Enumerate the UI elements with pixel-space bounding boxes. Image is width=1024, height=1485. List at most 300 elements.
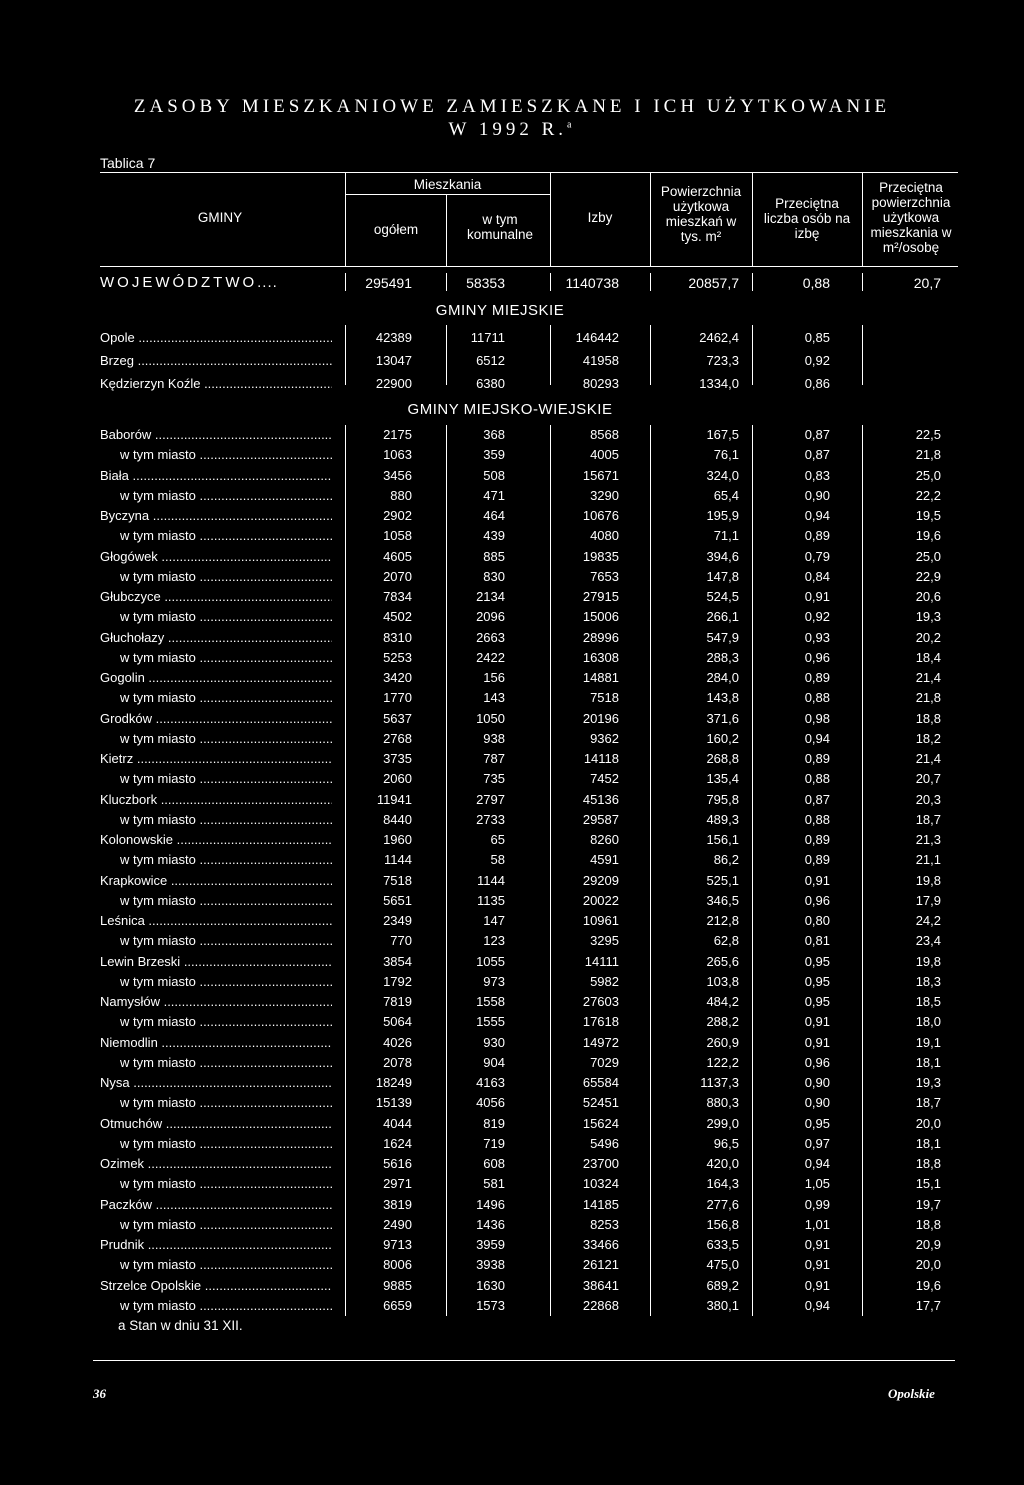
- row-name: Prudnik .....: [100, 1235, 332, 1255]
- cell-komunalne: 2797: [476, 792, 505, 807]
- cell-izby: 15671: [582, 468, 619, 483]
- row-name: Biała .....: [100, 466, 332, 486]
- cell-komunalne: 1144: [477, 873, 505, 888]
- cell-pow-na-osobe: 20,0: [915, 1257, 941, 1272]
- cell-ogolem: 2175: [383, 427, 412, 442]
- cell-izby: 23700: [582, 1156, 619, 1171]
- table-row: [0, 1296, 1024, 1316]
- row-name: w tym miasto .....: [120, 972, 332, 992]
- cell-pow-na-osobe: 21,8: [915, 690, 941, 705]
- cell-izby: 27603: [582, 994, 619, 1009]
- cell-osob-na-izbe: 0,94: [804, 508, 830, 523]
- table-title-line1: ZASOBY MIESZKANIOWE ZAMIESZKANE I ICH UŻYTKOWANIE: [133, 96, 891, 117]
- cell-izby: 14111: [584, 954, 619, 969]
- row-name: w tym miasto .....: [120, 445, 332, 465]
- row-name: Głogówek .....: [100, 547, 332, 567]
- cell-osob-na-izbe: 0,90: [804, 488, 830, 503]
- cell-ogolem: 8006: [383, 1257, 412, 1272]
- cell-komunalne: 1573: [476, 1298, 505, 1313]
- cell-osob-na-izbe: 0,94: [804, 731, 830, 746]
- cell-powierzchnia: 266,1: [706, 609, 739, 624]
- cell-osob-na-izbe: 0,89: [804, 670, 830, 685]
- header-pow-na-osobe: Przeciętna powierzchnia użytkowa mieszkania w m²/osobę: [870, 180, 952, 255]
- cell-osob-na-izbe: 0,87: [804, 792, 830, 807]
- cell-komunalne: 3938: [476, 1257, 505, 1272]
- cell-pow-na-osobe: 18,7: [915, 1095, 941, 1110]
- column-divider: [862, 273, 863, 291]
- cell-powierzchnia: 167,5: [706, 427, 739, 442]
- column-divider: [862, 425, 863, 1316]
- row-name: Głubczyce .....: [100, 587, 332, 607]
- cell-powierzchnia: 420,0: [706, 1156, 739, 1171]
- cell-pow-na-osobe: 20,3: [915, 792, 941, 807]
- table-row: [0, 891, 1024, 911]
- cell-pow-na-osobe: 20,6: [915, 589, 941, 604]
- row-name: Opole .....: [100, 328, 332, 348]
- cell-izby: 9362: [590, 731, 619, 746]
- cell-pow-na-osobe: 19,3: [915, 1075, 941, 1090]
- cell-powierzchnia: 135,4: [706, 771, 739, 786]
- cell-powierzchnia: 260,9: [706, 1035, 739, 1050]
- cell-komunalne: 123: [483, 933, 505, 948]
- cell-ogolem: 5651: [383, 893, 412, 908]
- row-name: Paczków .....: [100, 1195, 332, 1215]
- table-row: [0, 931, 1024, 951]
- column-divider: [752, 273, 753, 291]
- column-divider: [550, 425, 551, 1316]
- row-name: w tym miasto .....: [120, 891, 332, 911]
- cell-izby: 10676: [582, 508, 619, 523]
- cell-powierzchnia: 489,3: [706, 812, 739, 827]
- column-divider: [345, 325, 346, 385]
- cell-izby: 33466: [582, 1237, 619, 1252]
- column-divider: [752, 325, 753, 385]
- cell-izby: 29587: [582, 812, 619, 827]
- table-row: [0, 709, 1024, 729]
- cell-ogolem: 1058: [383, 528, 412, 543]
- cell-komunalne: 147: [483, 913, 505, 928]
- cell-izby: 14118: [583, 751, 619, 766]
- cell-pow-na-osobe: 22,5: [915, 427, 941, 442]
- cell-pow-na-osobe: 20,7: [915, 771, 941, 786]
- cell-ogolem: 4044: [383, 1116, 412, 1131]
- table-row: [0, 425, 1024, 445]
- cell-osob-na-izbe: 0,80: [804, 913, 830, 928]
- row-name: Leśnica .....: [100, 911, 332, 931]
- cell-izby: 17618: [582, 1014, 619, 1029]
- cell-ogolem: 3420: [383, 670, 412, 685]
- cell-ogolem: 15139: [375, 1095, 412, 1110]
- cell-komunalne: 439: [483, 528, 505, 543]
- cell-ogolem: 4605: [383, 549, 412, 564]
- cell-powierzchnia: 288,2: [706, 1014, 739, 1029]
- cell-osob-na-izbe: 0,91: [804, 589, 830, 604]
- cell-osob-na-izbe: 0,89: [804, 852, 830, 867]
- cell-ogolem: 4026: [383, 1035, 412, 1050]
- footnote: a Stan w dniu 31 XII.: [118, 1318, 243, 1333]
- cell-osob-na-izbe: 0,88: [804, 690, 830, 705]
- table-row: [0, 486, 1024, 506]
- cell-powierzchnia: 71,1: [713, 528, 739, 543]
- cell-izby: 4080: [590, 528, 619, 543]
- cell-ogolem: 8310: [383, 630, 412, 645]
- row-name: w tym miasto .....: [120, 648, 332, 668]
- cell-ogolem: 1144: [384, 852, 412, 867]
- row-name: Grodków .....: [100, 709, 332, 729]
- row-name: Otmuchów .....: [100, 1114, 332, 1134]
- cell-komunalne: 973: [483, 974, 505, 989]
- cell-komunalne: 65: [490, 832, 505, 847]
- cell-osob-na-izbe: 0,88: [804, 812, 830, 827]
- column-divider: [650, 273, 651, 291]
- cell-izby: 10324: [582, 1176, 619, 1191]
- row-name: Namysłów .....: [100, 992, 332, 1012]
- cell-osob-na-izbe: 0,91: [804, 873, 830, 888]
- column-divider: [650, 325, 651, 385]
- cell-ogolem: 3854: [383, 954, 412, 969]
- row-name: Głuchołazy .....: [100, 628, 332, 648]
- table-row: [0, 1033, 1024, 1053]
- cell-powierzchnia: 689,2: [706, 1278, 739, 1293]
- header-izby: Izby: [587, 210, 613, 225]
- cell-pow-na-osobe: 19,8: [915, 954, 941, 969]
- table-row: [0, 648, 1024, 668]
- cell-komunalne: 6512: [476, 353, 505, 368]
- row-name: Brzeg .....: [100, 351, 332, 371]
- cell-pow-na-osobe: 18,3: [915, 974, 941, 989]
- cell-osob-na-izbe: 1,01: [804, 1217, 830, 1232]
- cell-komunalne: 2733: [476, 812, 505, 827]
- cell-izby: 1140738: [565, 275, 619, 291]
- cell-osob-na-izbe: 0,84: [804, 569, 830, 584]
- cell-pow-na-osobe: 25,0: [915, 468, 941, 483]
- cell-ogolem: 3819: [383, 1197, 412, 1212]
- cell-pow-na-osobe: 18,2: [915, 731, 941, 746]
- row-name: w tym miasto .....: [120, 769, 332, 789]
- table-row: [0, 1053, 1024, 1073]
- row-name: Niemodlin .....: [100, 1033, 332, 1053]
- header-ogolem: ogółem: [373, 222, 419, 237]
- cell-pow-na-osobe: 21,1: [915, 852, 941, 867]
- cell-pow-na-osobe: 19,7: [915, 1197, 941, 1212]
- row-name: w tym miasto .....: [120, 1215, 332, 1235]
- cell-ogolem: 9713: [383, 1237, 412, 1252]
- table-row: [0, 374, 1024, 394]
- cell-izby: 5496: [590, 1136, 619, 1151]
- cell-komunalne: 719: [483, 1136, 505, 1151]
- cell-ogolem: 2902: [383, 508, 412, 523]
- cell-osob-na-izbe: 0,94: [804, 1156, 830, 1171]
- cell-pow-na-osobe: 18,1: [915, 1136, 941, 1151]
- cell-powierzchnia: 284,0: [706, 670, 739, 685]
- table-row: [0, 1012, 1024, 1032]
- cell-izby: 8260: [590, 832, 619, 847]
- cell-osob-na-izbe: 0,90: [804, 1075, 830, 1090]
- cell-powierzchnia: 524,5: [706, 589, 739, 604]
- cell-pow-na-osobe: 18,8: [915, 711, 941, 726]
- table-row: [0, 688, 1024, 708]
- cell-komunalne: 1558: [476, 994, 505, 1009]
- cell-osob-na-izbe: 0,88: [802, 275, 830, 291]
- cell-ogolem: 5064: [383, 1014, 412, 1029]
- cell-komunalne: 2134: [476, 589, 505, 604]
- header-gminy: GMINY: [197, 210, 243, 225]
- cell-pow-na-osobe: 23,4: [915, 933, 941, 948]
- page-number: 36: [93, 1386, 106, 1401]
- cell-powierzchnia: 156,1: [706, 832, 739, 847]
- column-divider: [345, 425, 346, 1316]
- cell-osob-na-izbe: 0,96: [804, 893, 830, 908]
- cell-powierzchnia: 195,9: [706, 508, 739, 523]
- cell-pow-na-osobe: 19,5: [915, 508, 941, 523]
- cell-powierzchnia: 633,5: [706, 1237, 739, 1252]
- row-name: w tym miasto .....: [120, 1174, 332, 1194]
- cell-komunalne: 508: [483, 468, 505, 483]
- cell-powierzchnia: 277,6: [706, 1197, 739, 1212]
- table-row: [0, 769, 1024, 789]
- cell-powierzchnia: 103,8: [706, 974, 739, 989]
- table-row: [0, 830, 1024, 850]
- cell-powierzchnia: 86,2: [713, 852, 739, 867]
- column-divider: [650, 425, 651, 1316]
- cell-pow-na-osobe: 19,6: [915, 1278, 941, 1293]
- cell-pow-na-osobe: 19,8: [915, 873, 941, 888]
- cell-komunalne: 4056: [476, 1095, 505, 1110]
- cell-osob-na-izbe: 0,92: [804, 609, 830, 624]
- cell-osob-na-izbe: 0,95: [804, 954, 830, 969]
- cell-komunalne: 156: [483, 670, 505, 685]
- cell-izby: 14972: [582, 1035, 619, 1050]
- table-row: [0, 328, 1024, 348]
- cell-ogolem: 2070: [383, 569, 412, 584]
- row-name: Lewin Brzeski .....: [100, 952, 332, 972]
- cell-osob-na-izbe: 0,95: [804, 994, 830, 1009]
- table-row: [0, 1255, 1024, 1275]
- cell-pow-na-osobe: 20,7: [913, 275, 941, 291]
- row-name: Ozimek .....: [100, 1154, 332, 1174]
- cell-ogolem: 7819: [383, 994, 412, 1009]
- cell-izby: 26121: [582, 1257, 619, 1272]
- cell-osob-na-izbe: 0,91: [804, 1257, 830, 1272]
- cell-powierzchnia: 143,8: [706, 690, 739, 705]
- column-divider: [752, 425, 753, 1316]
- cell-komunalne: 359: [483, 447, 505, 462]
- cell-powierzchnia: 288,3: [706, 650, 739, 665]
- cell-komunalne: 471: [483, 488, 505, 503]
- table-title-line2: W 1992 R.$^a$: [448, 119, 576, 140]
- cell-powierzchnia: 76,1: [713, 447, 739, 462]
- cell-powierzchnia: 160,2: [706, 731, 739, 746]
- table-row: [0, 850, 1024, 870]
- table-row: [0, 871, 1024, 891]
- table-row: [0, 790, 1024, 810]
- cell-osob-na-izbe: 0,86: [804, 376, 830, 391]
- cell-komunalne: 3959: [476, 1237, 505, 1252]
- cell-osob-na-izbe: 0,89: [804, 751, 830, 766]
- table-row: [0, 810, 1024, 830]
- cell-izby: 3290: [590, 488, 619, 503]
- cell-ogolem: 3456: [383, 468, 412, 483]
- row-name: Nysa .....: [100, 1073, 332, 1093]
- table-row: [0, 1114, 1024, 1134]
- cell-izby: 45136: [582, 792, 619, 807]
- cell-ogolem: 5637: [383, 711, 412, 726]
- cell-ogolem: 7834: [383, 589, 412, 604]
- cell-izby: 4005: [590, 447, 619, 462]
- cell-izby: 15006: [582, 609, 619, 624]
- cell-osob-na-izbe: 0,91: [804, 1278, 830, 1293]
- cell-osob-na-izbe: 0,95: [804, 1116, 830, 1131]
- cell-izby: 22868: [582, 1298, 619, 1313]
- table-row: [0, 1134, 1024, 1154]
- cell-ogolem: 13047: [375, 353, 412, 368]
- table-row: [0, 749, 1024, 769]
- cell-komunalne: 819: [483, 1116, 505, 1131]
- cell-komunalne: 4163: [476, 1075, 505, 1090]
- cell-powierzchnia: 346,5: [706, 893, 739, 908]
- header-w-tym-komunalne: w tym komunalne: [466, 212, 534, 242]
- row-name: WOJEWÓDZTWO ....: [100, 273, 278, 293]
- cell-pow-na-osobe: 17,7: [915, 1298, 941, 1313]
- table-row: [0, 567, 1024, 587]
- cell-izby: 7653: [590, 569, 619, 584]
- cell-komunalne: 143: [483, 690, 505, 705]
- cell-osob-na-izbe: 0,99: [804, 1197, 830, 1212]
- cell-izby: 29209: [582, 873, 619, 888]
- cell-ogolem: 1960: [383, 832, 412, 847]
- cell-izby: 15624: [582, 1116, 619, 1131]
- cell-komunalne: 2422: [476, 650, 505, 665]
- cell-osob-na-izbe: 0,91: [804, 1035, 830, 1050]
- table-row: [0, 992, 1024, 1012]
- cell-ogolem: 1063: [383, 447, 412, 462]
- cell-komunalne: 1050: [476, 711, 505, 726]
- cell-izby: 4591: [590, 852, 619, 867]
- cell-powierzchnia: 525,1: [706, 873, 739, 888]
- cell-izby: 7518: [590, 690, 619, 705]
- cell-ogolem: 2060: [383, 771, 412, 786]
- cell-izby: 28996: [582, 630, 619, 645]
- row-name: w tym miasto .....: [120, 688, 332, 708]
- region-name: Opolskie: [888, 1386, 935, 1401]
- row-name: Baborów .....: [100, 425, 332, 445]
- cell-pow-na-osobe: 17,9: [915, 893, 941, 908]
- cell-osob-na-izbe: 0,87: [804, 427, 830, 442]
- cell-ogolem: 770: [390, 933, 412, 948]
- cell-izby: 20196: [582, 711, 619, 726]
- row-name: w tym miasto .....: [120, 607, 332, 627]
- cell-komunalne: 6380: [476, 376, 505, 391]
- cell-powierzchnia: 484,2: [706, 994, 739, 1009]
- cell-izby: 10961: [582, 913, 619, 928]
- column-divider: [446, 325, 447, 385]
- cell-pow-na-osobe: 22,9: [915, 569, 941, 584]
- cell-powierzchnia: 547,9: [706, 630, 739, 645]
- row-name: Kędzierzyn Koźle .....: [100, 374, 332, 394]
- cell-izby: 146442: [575, 330, 619, 345]
- cell-izby: 16308: [582, 650, 619, 665]
- cell-komunalne: 11711: [470, 330, 505, 345]
- cell-izby: 7029: [590, 1055, 619, 1070]
- cell-pow-na-osobe: 21,4: [915, 670, 941, 685]
- cell-pow-na-osobe: 18,5: [915, 994, 941, 1009]
- table-row: [0, 1195, 1024, 1215]
- row-name: Kietrz .....: [100, 749, 332, 769]
- cell-powierzchnia: 1137,3: [700, 1075, 739, 1090]
- cell-osob-na-izbe: 0,85: [804, 330, 830, 345]
- cell-ogolem: 2490: [383, 1217, 412, 1232]
- row-name: Byczyna .....: [100, 506, 332, 526]
- header-osob-na-izbe: Przeciętna liczba osób na izbę: [763, 196, 851, 241]
- column-divider: [446, 425, 447, 1316]
- row-name: w tym miasto .....: [120, 486, 332, 506]
- cell-ogolem: 1792: [383, 974, 412, 989]
- cell-powierzchnia: 880,3: [706, 1095, 739, 1110]
- cell-komunalne: 608: [483, 1156, 505, 1171]
- cell-komunalne: 2663: [476, 630, 505, 645]
- table-row: [0, 351, 1024, 371]
- table-row: [0, 506, 1024, 526]
- cell-komunalne: 368: [483, 427, 505, 442]
- column-divider: [550, 325, 551, 385]
- table-row: [0, 1215, 1024, 1235]
- cell-powierzchnia: 394,6: [706, 549, 739, 564]
- cell-osob-na-izbe: 0,96: [804, 650, 830, 665]
- row-name: w tym miasto .....: [120, 1093, 332, 1113]
- cell-izby: 14185: [582, 1197, 619, 1212]
- cell-powierzchnia: 96,5: [713, 1136, 739, 1151]
- cell-ogolem: 1624: [383, 1136, 412, 1151]
- cell-ogolem: 9885: [383, 1278, 412, 1293]
- cell-osob-na-izbe: 0,90: [804, 1095, 830, 1110]
- cell-komunalne: 1630: [476, 1278, 505, 1293]
- cell-pow-na-osobe: 25,0: [915, 549, 941, 564]
- table-row-wojewodztwo: [0, 273, 1024, 293]
- cell-ogolem: 42389: [375, 330, 412, 345]
- cell-ogolem: 2971: [383, 1176, 412, 1191]
- table-row: [0, 466, 1024, 486]
- cell-ogolem: 18249: [375, 1075, 412, 1090]
- cell-komunalne: 930: [483, 1035, 505, 1050]
- row-name: Kolonowskie .....: [100, 830, 332, 850]
- cell-ogolem: 8440: [383, 812, 412, 827]
- cell-pow-na-osobe: 21,3: [915, 832, 941, 847]
- table-row: [0, 1073, 1024, 1093]
- cell-ogolem: 7518: [383, 873, 412, 888]
- cell-ogolem: 11941: [376, 792, 412, 807]
- cell-komunalne: 58: [490, 852, 505, 867]
- cell-izby: 8568: [590, 427, 619, 442]
- cell-ogolem: 6659: [383, 1298, 412, 1313]
- table-row: [0, 729, 1024, 749]
- cell-komunalne: 735: [483, 771, 505, 786]
- row-name: Krapkowice .....: [100, 871, 332, 891]
- cell-komunalne: 885: [483, 549, 505, 564]
- cell-komunalne: 1496: [476, 1197, 505, 1212]
- cell-pow-na-osobe: 18,8: [915, 1156, 941, 1171]
- row-name: w tym miasto .....: [120, 1012, 332, 1032]
- cell-izby: 41958: [582, 353, 619, 368]
- cell-powierzchnia: 268,8: [706, 751, 739, 766]
- cell-osob-na-izbe: 0,89: [804, 832, 830, 847]
- row-name: w tym miasto .....: [120, 1134, 332, 1154]
- section-gminy-miejsko-wiejskie: GMINY MIEJSKO-WIEJSKIE: [407, 401, 613, 418]
- row-name: w tym miasto .....: [120, 567, 332, 587]
- cell-powierzchnia: 62,8: [713, 933, 739, 948]
- table-row: [0, 952, 1024, 972]
- cell-ogolem: 295491: [365, 275, 412, 291]
- row-name: w tym miasto .....: [120, 931, 332, 951]
